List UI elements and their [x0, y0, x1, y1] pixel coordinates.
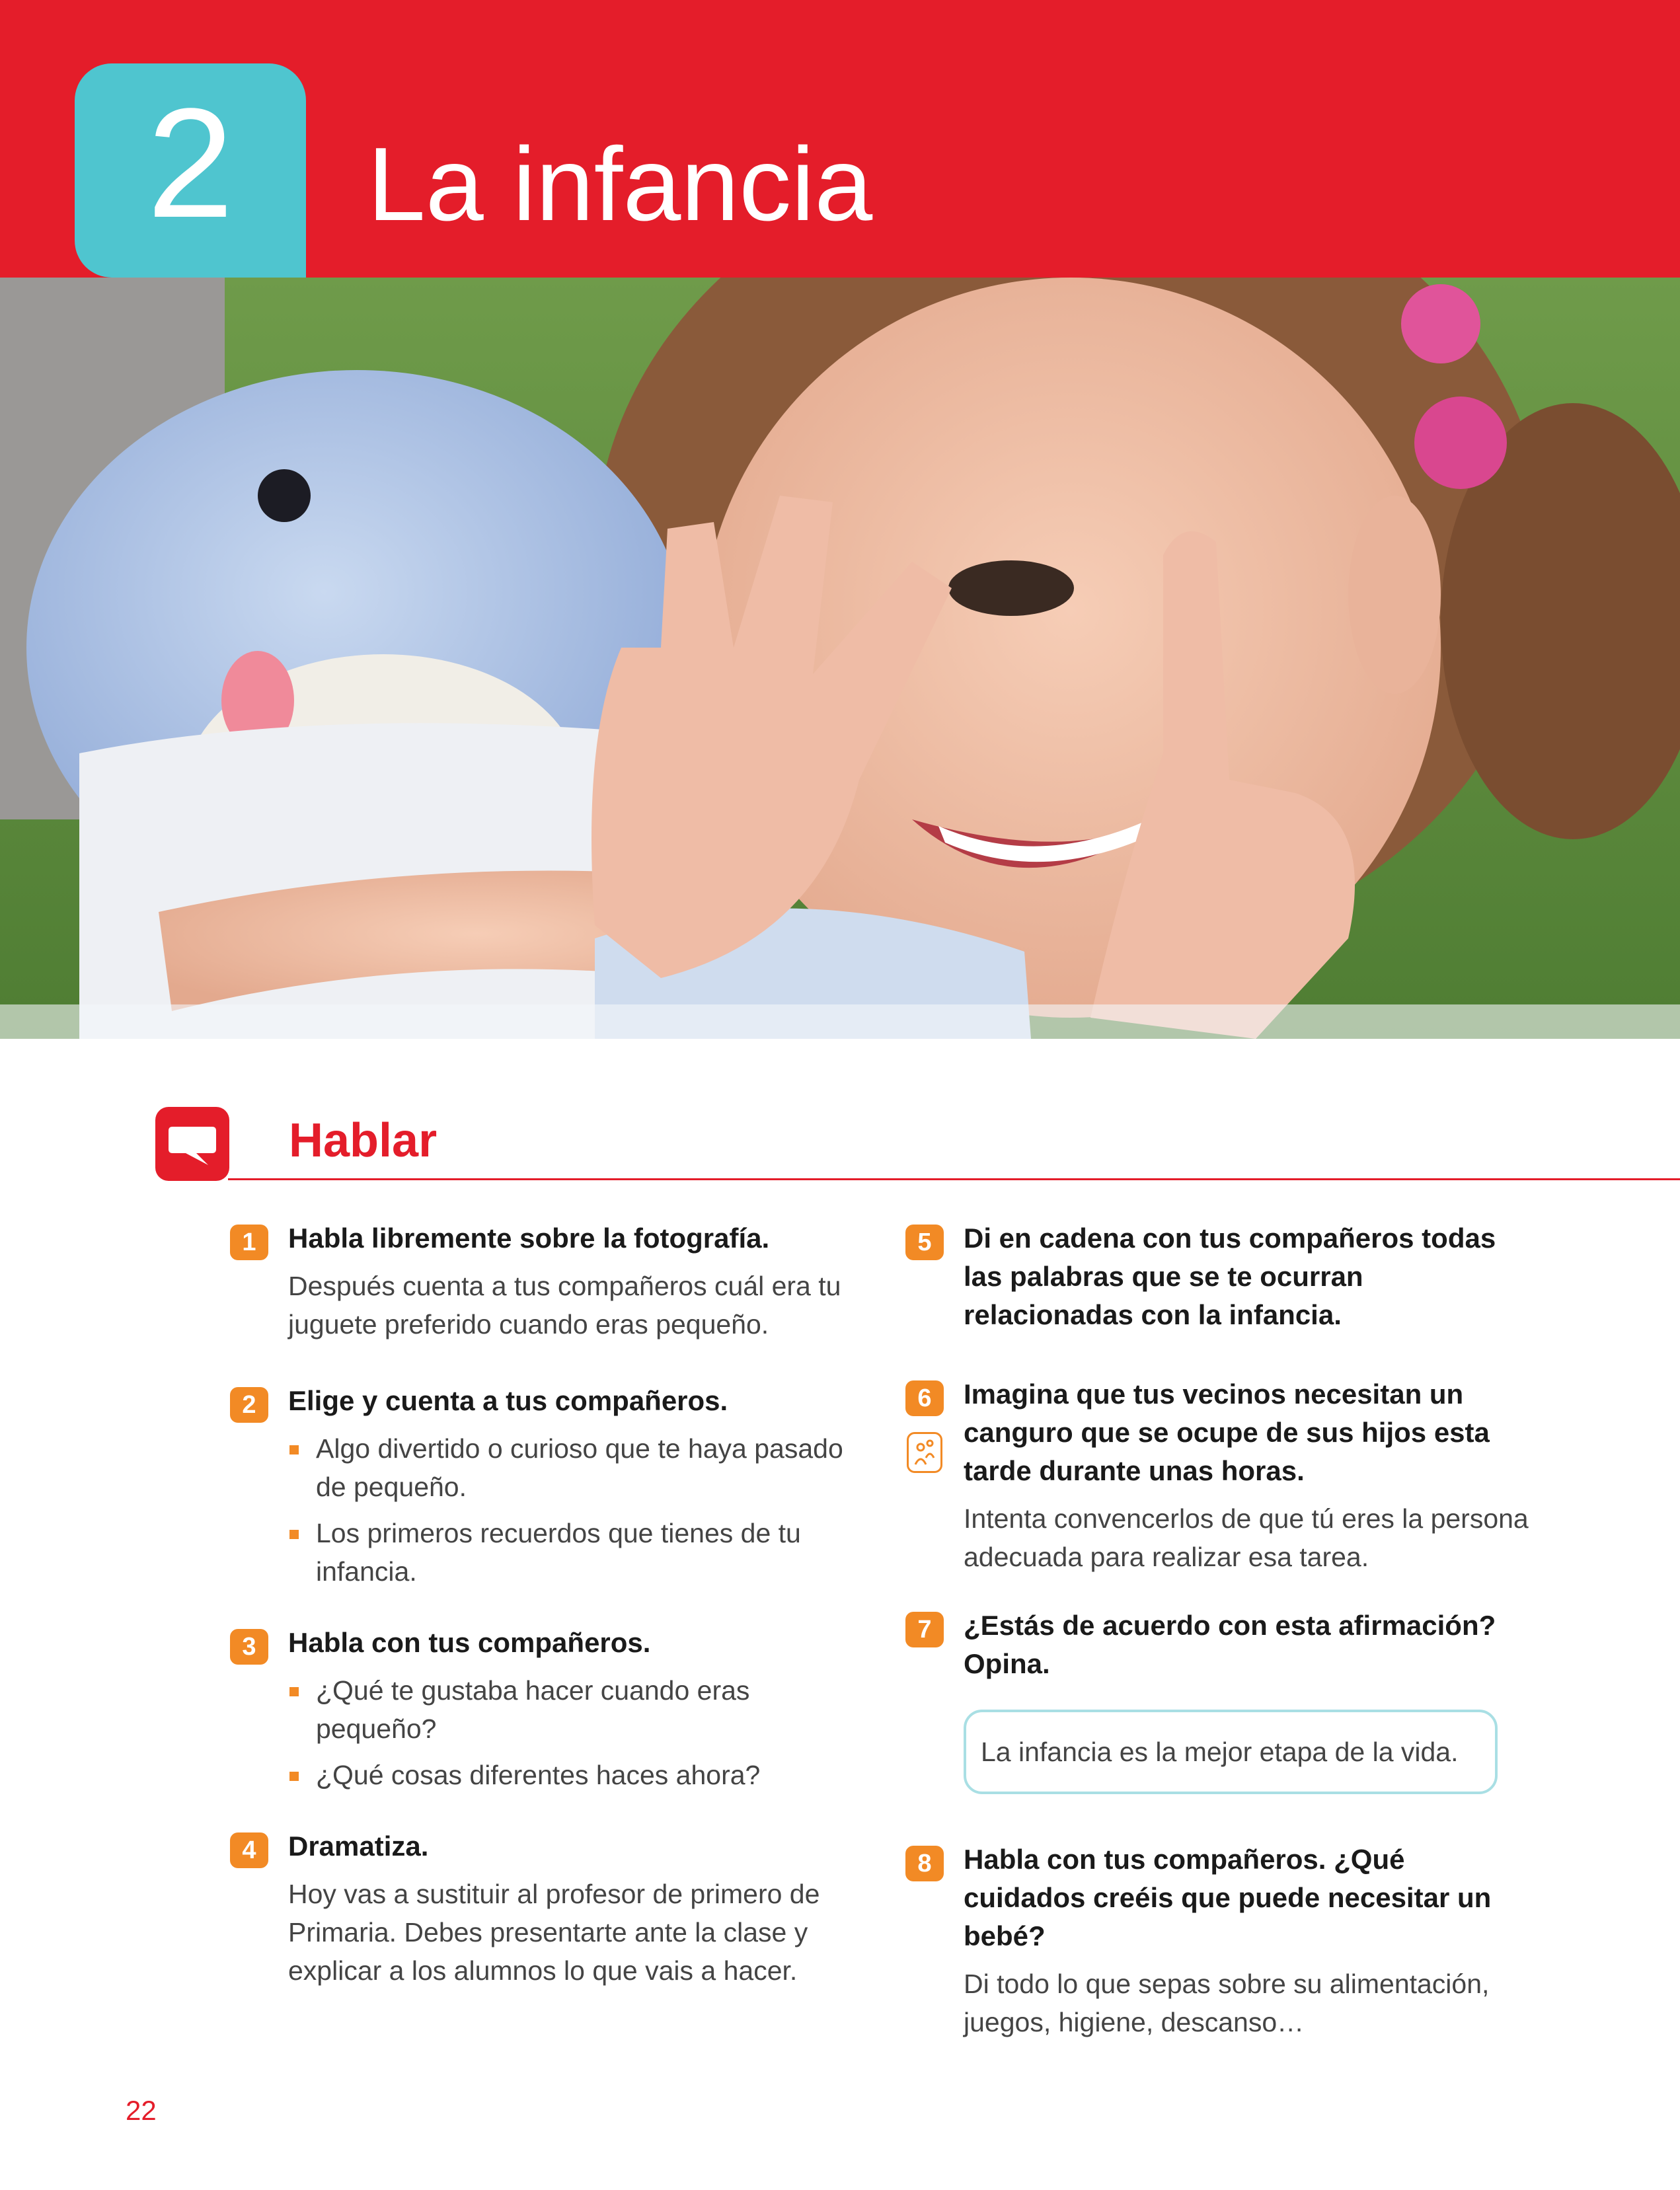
activities-left-column	[230, 1219, 864, 1990]
activity-heading: Habla libremente sobre la fotografía.	[288, 1223, 770, 1254]
activity-number-badge: 7	[905, 1612, 944, 1647]
activity-heading: Imagina que tus vecinos necesitan un canguro que se ocupe de sus hijos esta tarde durante unas horas.	[964, 1378, 1490, 1486]
activity-description: Después cuenta a tus compañeros cuál era tu juguete preferido cuando eras pequeño.	[288, 1271, 841, 1340]
bullet-item: Los primeros recuerdos que tienes de tu infancia.	[288, 1514, 864, 1591]
page-number: 22	[126, 2095, 157, 2126]
activity-heading: ¿Estás de acuerdo con esta afirmación? Opina.	[964, 1610, 1496, 1679]
activity-4	[230, 1827, 864, 1990]
activity-5	[905, 1219, 1533, 1334]
activity-heading: Di en cadena con tus compañeros todas las palabras que se te ocurran relacionadas con la infancia.	[964, 1223, 1496, 1330]
unit-number: 2	[147, 76, 234, 250]
activity-number-badge: 2	[230, 1387, 268, 1423]
activity-heading: Elige y cuenta a tus compañeros.	[288, 1385, 728, 1416]
activity-description: Di todo lo que sepas sobre su alimentación, juegos, higiene, descanso…	[964, 1969, 1490, 2037]
activity-8	[905, 1840, 1533, 2041]
speech-bubble-icon	[155, 1107, 229, 1181]
activities-right-column	[905, 1219, 1533, 2041]
activity-heading: Habla con tus compañeros. ¿Qué cuidados creéis que puede necesitar un bebé?	[964, 1844, 1492, 1951]
activity-description: Intenta convencerlos de que tú eres la persona adecuada para realizar esa tarea.	[964, 1503, 1529, 1572]
activity-bullet-list	[288, 1671, 864, 1794]
activity-number-badge: 5	[905, 1225, 944, 1260]
bullet-item: ¿Qué cosas diferentes haces ahora?	[288, 1756, 864, 1794]
activity-number-badge: 4	[230, 1832, 268, 1868]
activity-description: Hoy vas a sustituir al profesor de primero de Primaria. Debes presentarte ante la clase y explicar a los alumnos lo que vais a hacer.	[288, 1879, 820, 1986]
statement-box: La infancia es la mejor etapa de la vida.	[964, 1710, 1498, 1794]
chapter-photo	[0, 278, 1680, 1039]
pair-work-icon	[907, 1432, 942, 1473]
activity-6	[905, 1375, 1533, 1576]
activity-number-badge: 8	[905, 1846, 944, 1881]
activity-2	[230, 1382, 864, 1591]
activity-3	[230, 1624, 864, 1794]
activity-1	[230, 1219, 864, 1343]
activity-number-badge: 3	[230, 1629, 268, 1665]
activity-bullet-list	[288, 1429, 864, 1591]
activity-number-badge: 6	[905, 1380, 944, 1416]
section-title: Hablar	[289, 1114, 438, 1167]
section-divider	[228, 1178, 1680, 1180]
activity-heading: Habla con tus compañeros.	[288, 1627, 651, 1658]
unit-title: La infancia	[367, 126, 873, 243]
unit-number-badge	[75, 63, 306, 278]
bullet-item: ¿Qué te gustaba hacer cuando eras pequeño?	[288, 1671, 864, 1748]
activity-number-badge: 1	[230, 1225, 268, 1260]
activity-7	[905, 1606, 1533, 1794]
bullet-item: Algo divertido o curioso que te haya pasado de pequeño.	[288, 1429, 864, 1506]
activity-heading: Dramatiza.	[288, 1831, 429, 1862]
